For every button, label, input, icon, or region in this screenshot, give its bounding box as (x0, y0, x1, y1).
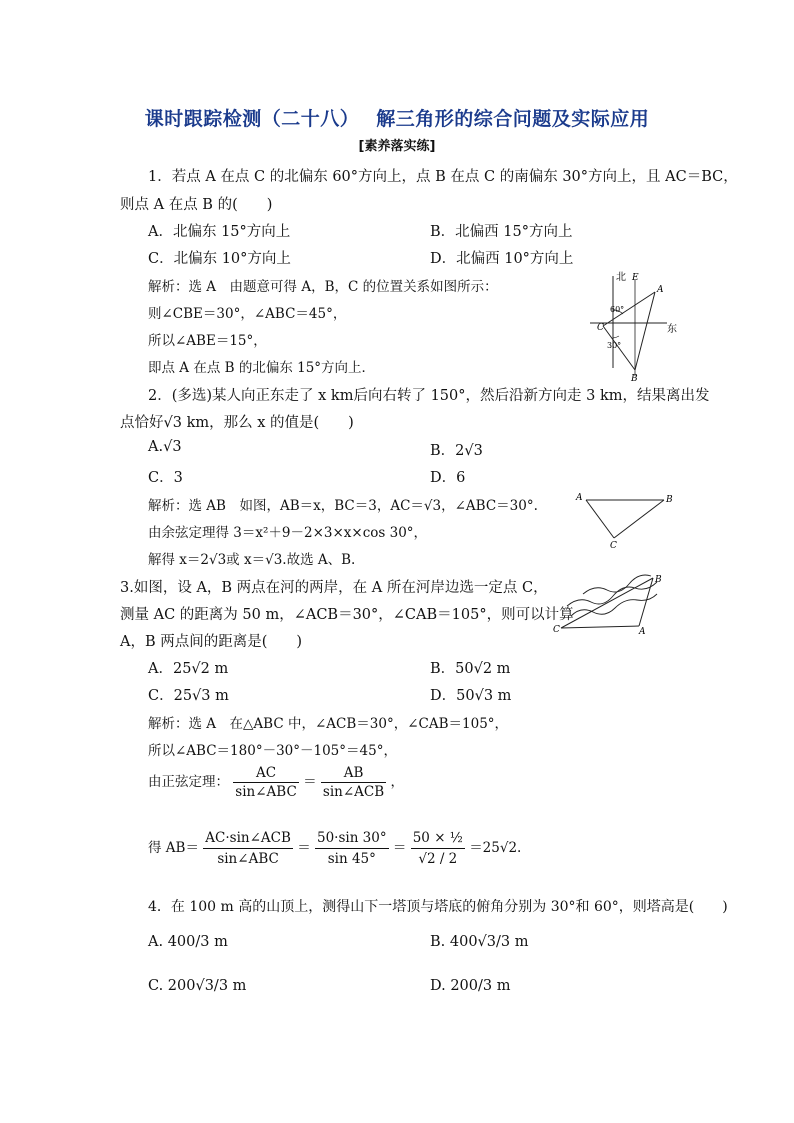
fraction-denominator: sin∠ACB (322, 784, 385, 800)
fraction-denominator: sin∠ABC (217, 851, 279, 867)
q4-option-b: B. 400√3/3 m (430, 934, 529, 950)
fig2-point-a: A (576, 493, 583, 503)
fig2-point-b: B (666, 495, 673, 505)
punctuation: ， (390, 774, 404, 790)
fraction-numerator: AB (321, 764, 386, 783)
q3-solution-line2: 所以∠ABC＝180°－30°－105°＝45°， (148, 743, 397, 759)
q1-stem-line1: 1．若点 A 在点 C 的北偏东 60°方向上，点 B 在点 C 的南偏东 30°方向上，且 AC＝BC， (148, 169, 738, 185)
q1-option-c: C．北偏东 10°方向上 (148, 251, 291, 267)
fraction-numerator: AC (233, 764, 299, 783)
fig1-east-label: 东 (667, 324, 677, 335)
fraction-compound (411, 828, 465, 869)
page-title: 课时跟踪检测（二十八） 解三角形的综合问题及实际应用 (144, 108, 650, 130)
ab-equals-label: 得 AB＝ (148, 840, 199, 856)
fig1-north-label: 北 (616, 272, 626, 283)
fig1-angle-60: 60° (610, 305, 625, 314)
fig1-point-e: E (632, 273, 639, 283)
q2-option-b: B．2√3 (430, 443, 483, 459)
q2-solution-line2: 由余弦定理得 3＝x²＋9－2×3×x×cos 30°， (148, 525, 428, 541)
q4-option-a: A. 400/3 m (148, 934, 228, 950)
q3-stem-line2: 测量 AC 的距离为 50 m，∠ACB＝30°，∠CAB＝105°，则可以计算 (120, 607, 574, 623)
equals-sign: ＝ (297, 840, 311, 856)
q2-solution-line1: 解析：选 AB 如图，AB＝x，BC＝3，AC＝√3，∠ABC＝30°. (148, 498, 538, 514)
fraction-denominator: √2 / 2 (418, 851, 458, 867)
q1-option-d: D．北偏西 10°方向上 (430, 251, 574, 267)
section-subtitle: [素养落实练] (358, 139, 436, 154)
q2-option-c: C．3 (148, 470, 183, 486)
equals-sign: ＝ (303, 774, 317, 790)
fig1-point-b: B (631, 374, 638, 383)
fraction-ac-over-sin-abc (233, 764, 299, 801)
equals-sign: ＝ (392, 840, 407, 856)
q3-option-c: C．25√3 m (148, 688, 229, 704)
q2-solution-line3: 解得 x＝2√3或 x＝√3.故选 A、B. (148, 552, 356, 568)
sine-rule-label: 由正弦定理： (148, 774, 229, 790)
fraction-ab-over-sin-acb (321, 764, 386, 801)
q3-sine-rule (148, 764, 404, 801)
q3-option-a: A．25√2 m (148, 661, 229, 677)
fig1-point-a: A (657, 285, 664, 295)
fraction-denominator: sin 45° (327, 851, 376, 867)
fig3-point-c: C (553, 625, 560, 635)
fig3-point-b: B (655, 575, 662, 585)
q2-triangle-figure (570, 488, 680, 550)
q2-option-d: D．6 (430, 470, 466, 486)
fraction-numerator: 50 × ½ (411, 828, 465, 849)
fig3-point-a: A (639, 627, 646, 636)
q2-stem-line2: 点恰好√3 km，那么 x 的值是( ) (120, 415, 354, 431)
fraction-numerator: AC·sin∠ACB (203, 828, 293, 849)
q3-option-d: D．50√3 m (430, 688, 512, 704)
result: ＝25√2. (469, 840, 522, 856)
q4-option-d: D. 200/3 m (430, 978, 511, 994)
q3-option-b: B．50√2 m (430, 661, 511, 677)
q2-stem-line1: 2．(多选)某人向正东走了 x km后向右转了 150°，然后沿新方向走 3 km，结果离出发 (148, 388, 710, 404)
q2-option-a: A.√3 (148, 439, 182, 455)
q1-bearing-figure (585, 268, 685, 383)
fraction-numerator: 50·sin 30° (315, 828, 389, 849)
q3-river-figure (553, 570, 673, 636)
fig1-point-c: C (597, 323, 604, 333)
fig1-angle-30: 30° (607, 341, 622, 350)
q4-stem: 4．在 100 m 高的山顶上，测得山下一塔顶与塔底的俯角分别为 30°和 60°，则塔高是( ) (148, 899, 728, 915)
fig2-point-c: C (610, 541, 617, 550)
q3-ab-computation (148, 828, 521, 869)
q1-stem-line2: 则点 A 在点 B 的( ) (120, 197, 273, 213)
q3-stem-line1: 3.如图，设 A，B 两点在河的两岸，在 A 所在河岸边选一定点 C， (120, 580, 548, 596)
q1-solution-line1: 解析：选 A 由题意可得 A，B，C 的位置关系如图所示： (148, 279, 498, 295)
fraction-denominator: sin∠ABC (235, 784, 297, 800)
fraction-50-sin30 (315, 828, 389, 869)
q3-stem-line3: A，B 两点间的距离是( ) (120, 634, 303, 650)
q1-solution-line4: 即点 A 在点 B 的北偏东 15°方向上． (148, 360, 376, 376)
fraction-ac-sin-acb (203, 828, 293, 869)
q1-option-a: A．北偏东 15°方向上 (148, 224, 291, 240)
q1-option-b: B．北偏西 15°方向上 (430, 224, 573, 240)
q1-solution-line3: 所以∠ABE＝15°， (148, 333, 267, 349)
q3-solution-line1: 解析：选 A 在△ABC 中，∠ACB＝30°，∠CAB＝105°， (148, 716, 509, 732)
q4-option-c: C. 200√3/3 m (148, 978, 247, 994)
q1-solution-line2: 则∠CBE＝30°，∠ABC＝45°， (148, 306, 347, 322)
